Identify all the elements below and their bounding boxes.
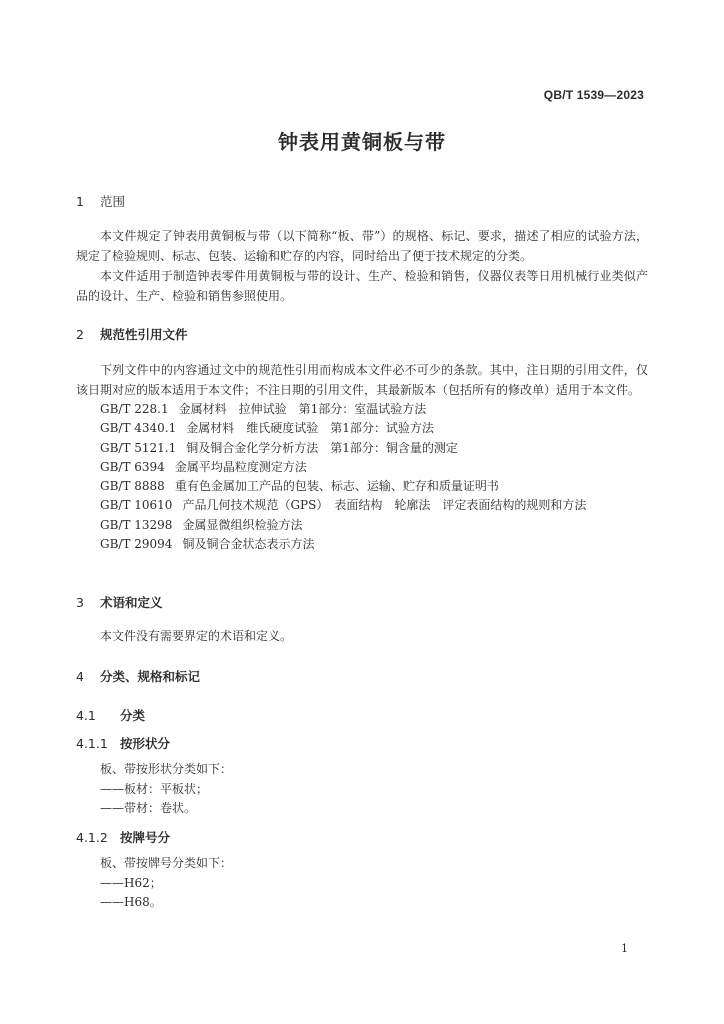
reference-code: GB/T 228.1: [100, 402, 169, 416]
section-title: 范围: [100, 194, 126, 209]
section-title: 分类: [120, 708, 146, 723]
section-4-heading: [76, 667, 648, 685]
section-number: 4.1.2: [76, 829, 108, 845]
reference-title: 铜及铜合金状态表示方法: [182, 537, 315, 552]
section-1-heading: [76, 192, 648, 210]
document-title: 钟表用黄铜板与带: [278, 130, 446, 154]
text-line: 板、带按牌号分类如下：: [100, 856, 233, 870]
reference-item: [100, 419, 648, 438]
paragraph: 本文件规定了钟表用黄铜板与带（以下简称“板、带”）的规格、标记、要求，描述了相应的试验方法，规定了检验规则、标志、包装、运输和贮存的内容，同时给出了便于技术规定的分类。: [76, 229, 648, 263]
reference-item: [100, 458, 648, 477]
reference-item: [100, 535, 648, 554]
section-title: 分类、规格和标记: [100, 669, 201, 684]
section-title: 按形状分: [120, 736, 171, 751]
list-item: ——H62；: [100, 875, 162, 890]
reference-item: [100, 400, 648, 419]
section-4-1-heading: [76, 706, 648, 724]
section-4-1-1-body: [76, 760, 648, 819]
list-item: ——板材：平板状；: [100, 781, 209, 796]
reference-title: 金属材料 维氏硬度试验 第1部分：试验方法: [186, 421, 434, 436]
list-item: ——带材：卷状。: [100, 801, 197, 815]
paragraph: 下列文件中的内容通过文中的规范性引用而构成本文件必不可少的条款。其中，注日期的引用文件，仅该日期对应的版本适用于本文件；不注日期的引用文件，其最新版本（包括所有的修改单）适用于本文件。: [76, 363, 648, 397]
standard-code: QB/T 1539—2023: [543, 88, 644, 102]
reference-code: GB/T 29094: [100, 537, 173, 552]
reference-item: [100, 496, 648, 515]
reference-title: 铜及铜合金化学分析方法 第1部分：铜含量的测定: [186, 440, 458, 455]
section-number: 1: [76, 193, 84, 209]
section-2-body: [76, 360, 648, 554]
reference-item: [100, 439, 648, 458]
reference-title: 金属平均晶粒度测定方法: [174, 459, 307, 474]
section-number: 2: [76, 326, 84, 342]
section-title: 规范性引用文件: [100, 327, 188, 342]
section-4-1-1-heading: [76, 734, 648, 752]
reference-title: 金属材料 拉伸试验 第1部分：室温试验方法: [178, 402, 427, 416]
reference-item: [100, 477, 648, 496]
reference-code: GB/T 6394: [100, 459, 165, 474]
section-number: 4.1.1: [76, 735, 108, 751]
reference-title: 产品几何技术规范（GPS） 表面结构 轮廓法 评定表面结构的规则和方法: [182, 498, 587, 513]
page-number: 1: [621, 942, 628, 955]
section-title: 术语和定义: [100, 595, 163, 610]
paragraph: 本文件适用于制造钟表零件用黄铜板与带的设计、生产、检验和销售，仪器仪表等日用机械行业类似产品的设计、生产、检验和销售参照使用。: [76, 269, 648, 303]
section-number: 3: [76, 594, 84, 610]
section-1-body: [76, 226, 648, 306]
section-4-1-2-body: [76, 854, 648, 913]
reference-title: 重有色金属加工产品的包装、标志、运输、贮存和质量证明书: [174, 479, 499, 494]
reference-code: GB/T 8888: [100, 479, 165, 494]
text-line: 板、带按形状分类如下：: [100, 762, 233, 776]
section-number: 4: [76, 668, 84, 684]
section-number: 4.1: [76, 707, 96, 723]
section-4-1-2-heading: [76, 828, 648, 846]
reference-code: GB/T 13298: [100, 517, 173, 532]
reference-code: GB/T 4340.1: [100, 421, 177, 436]
reference-code: GB/T 10610: [100, 498, 173, 513]
reference-list: [76, 400, 648, 554]
section-3-heading: [76, 593, 648, 611]
section-title: 按牌号分: [120, 830, 171, 845]
list-item: ——H68。: [100, 895, 162, 909]
section-2-heading: [76, 325, 648, 343]
paragraph: 本文件没有需要界定的术语和定义。: [100, 629, 293, 643]
section-3-body: [76, 626, 648, 646]
reference-title: 金属显微组织检验方法: [182, 517, 303, 532]
reference-code: GB/T 5121.1: [100, 440, 177, 455]
reference-item: [100, 516, 648, 535]
